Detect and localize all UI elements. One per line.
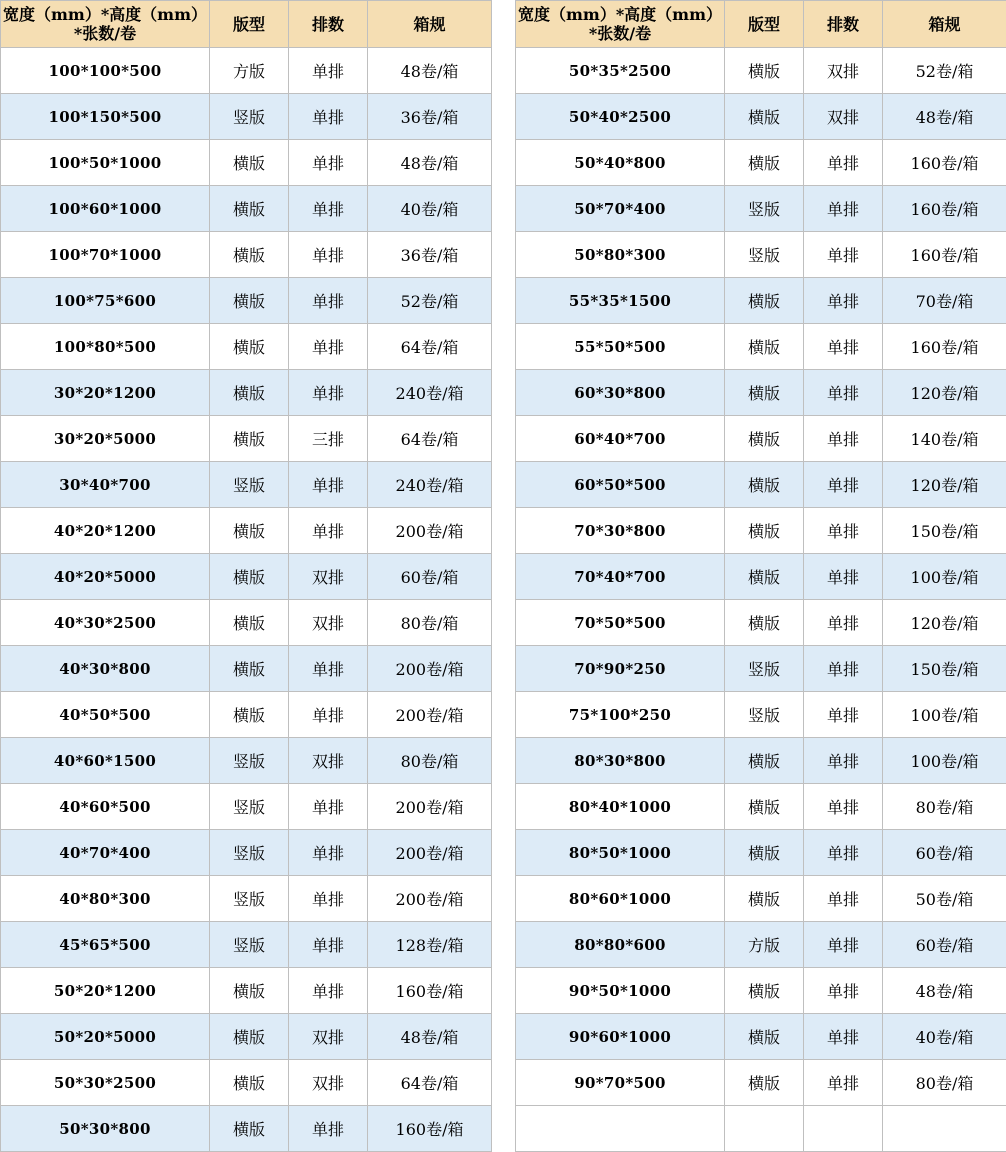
table-row — [1, 738, 492, 784]
empty-cell — [516, 1106, 725, 1152]
cell-type: 横版 — [210, 278, 289, 324]
cell-size: 50*20*5000 — [1, 1014, 210, 1060]
cell-rows: 单排 — [289, 48, 368, 94]
cell-box: 120卷/箱 — [883, 600, 1006, 646]
cell-type: 横版 — [725, 1014, 804, 1060]
cell-type: 竖版 — [210, 922, 289, 968]
table-row — [1, 784, 492, 830]
header-row — [516, 1, 1006, 48]
cell-size: 30*40*700 — [1, 462, 210, 508]
cell-rows: 单排 — [804, 876, 883, 922]
cell-size: 100*100*500 — [1, 48, 210, 94]
cell-type: 竖版 — [725, 232, 804, 278]
cell-box: 52卷/箱 — [883, 48, 1006, 94]
table-row — [516, 922, 1006, 968]
cell-box: 160卷/箱 — [883, 140, 1006, 186]
cell-type: 横版 — [210, 554, 289, 600]
cell-size: 75*100*250 — [516, 692, 725, 738]
empty-cell — [804, 1106, 883, 1152]
cell-type: 横版 — [725, 140, 804, 186]
cell-size: 45*65*500 — [1, 922, 210, 968]
cell-size: 40*60*1500 — [1, 738, 210, 784]
cell-box: 150卷/箱 — [883, 646, 1006, 692]
cell-type: 横版 — [725, 554, 804, 600]
cell-type: 横版 — [725, 94, 804, 140]
cell-box: 50卷/箱 — [883, 876, 1006, 922]
cell-box: 80卷/箱 — [368, 738, 492, 784]
cell-box: 200卷/箱 — [368, 508, 492, 554]
table-row — [516, 830, 1006, 876]
cell-size: 50*30*800 — [1, 1106, 210, 1152]
cell-rows: 双排 — [289, 738, 368, 784]
table-row — [1, 554, 492, 600]
header-rows: 排数 — [289, 1, 368, 48]
cell-box: 100卷/箱 — [883, 692, 1006, 738]
cell-type: 横版 — [210, 1014, 289, 1060]
table-row — [516, 94, 1006, 140]
table-row — [516, 646, 1006, 692]
cell-size: 40*80*300 — [1, 876, 210, 922]
spec-table-left — [0, 0, 492, 1152]
table-row — [1, 324, 492, 370]
cell-type: 横版 — [725, 600, 804, 646]
cell-rows: 单排 — [804, 830, 883, 876]
table-row — [1, 232, 492, 278]
table-row — [1, 1060, 492, 1106]
cell-box: 36卷/箱 — [368, 232, 492, 278]
cell-size: 90*50*1000 — [516, 968, 725, 1014]
table-row — [1, 876, 492, 922]
cell-rows: 单排 — [289, 646, 368, 692]
table-row — [1, 370, 492, 416]
cell-rows: 单排 — [289, 370, 368, 416]
cell-box: 100卷/箱 — [883, 554, 1006, 600]
cell-box: 64卷/箱 — [368, 1060, 492, 1106]
cell-box: 120卷/箱 — [883, 370, 1006, 416]
cell-box: 160卷/箱 — [883, 324, 1006, 370]
cell-type: 方版 — [210, 48, 289, 94]
header-type: 版型 — [725, 1, 804, 48]
table-row — [516, 462, 1006, 508]
cell-rows: 单排 — [804, 646, 883, 692]
cell-type: 竖版 — [210, 462, 289, 508]
cell-box: 160卷/箱 — [368, 1106, 492, 1152]
cell-size: 50*30*2500 — [1, 1060, 210, 1106]
cell-type: 横版 — [725, 324, 804, 370]
cell-rows: 双排 — [289, 1014, 368, 1060]
cell-type: 横版 — [210, 1106, 289, 1152]
header-type: 版型 — [210, 1, 289, 48]
cell-box: 48卷/箱 — [368, 140, 492, 186]
cell-type: 横版 — [725, 968, 804, 1014]
table-row — [516, 324, 1006, 370]
table-row — [1, 968, 492, 1014]
table-row — [1, 646, 492, 692]
cell-rows: 单排 — [289, 830, 368, 876]
cell-rows: 单排 — [804, 1060, 883, 1106]
table-row — [516, 876, 1006, 922]
cell-type: 横版 — [210, 692, 289, 738]
cell-type: 竖版 — [210, 876, 289, 922]
cell-box: 80卷/箱 — [883, 784, 1006, 830]
cell-rows: 双排 — [804, 48, 883, 94]
cell-rows: 单排 — [804, 370, 883, 416]
cell-rows: 单排 — [289, 94, 368, 140]
cell-box: 200卷/箱 — [368, 830, 492, 876]
cell-box: 240卷/箱 — [368, 462, 492, 508]
cell-rows: 单排 — [804, 508, 883, 554]
cell-size: 50*20*1200 — [1, 968, 210, 1014]
cell-box: 200卷/箱 — [368, 784, 492, 830]
cell-box: 48卷/箱 — [883, 94, 1006, 140]
cell-box: 36卷/箱 — [368, 94, 492, 140]
cell-type: 横版 — [725, 370, 804, 416]
spec-table-right — [515, 0, 1006, 1152]
header-size-line2: *张数/卷 — [516, 24, 724, 43]
cell-box: 48卷/箱 — [883, 968, 1006, 1014]
cell-rows: 单排 — [289, 922, 368, 968]
table-row — [516, 968, 1006, 1014]
cell-type: 横版 — [210, 1060, 289, 1106]
cell-size: 100*50*1000 — [1, 140, 210, 186]
cell-type: 横版 — [725, 784, 804, 830]
cell-size: 80*80*600 — [516, 922, 725, 968]
table-row — [516, 186, 1006, 232]
empty-row — [516, 1106, 1006, 1152]
cell-rows: 单排 — [289, 232, 368, 278]
cell-size: 60*50*500 — [516, 462, 725, 508]
cell-rows: 单排 — [804, 462, 883, 508]
cell-type: 横版 — [210, 416, 289, 462]
table-row — [1, 830, 492, 876]
cell-size: 40*50*500 — [1, 692, 210, 738]
cell-rows: 单排 — [804, 278, 883, 324]
cell-type: 横版 — [725, 1060, 804, 1106]
cell-type: 竖版 — [725, 692, 804, 738]
cell-size: 40*60*500 — [1, 784, 210, 830]
cell-size: 50*80*300 — [516, 232, 725, 278]
cell-type: 竖版 — [210, 830, 289, 876]
cell-size: 90*70*500 — [516, 1060, 725, 1106]
cell-box: 150卷/箱 — [883, 508, 1006, 554]
cell-rows: 单排 — [804, 692, 883, 738]
cell-type: 横版 — [725, 48, 804, 94]
cell-box: 60卷/箱 — [883, 830, 1006, 876]
table-row — [516, 554, 1006, 600]
cell-rows: 三排 — [289, 416, 368, 462]
cell-size: 50*70*400 — [516, 186, 725, 232]
header-size-line1: 宽度（mm）*高度（mm） — [516, 5, 724, 24]
cell-rows: 单排 — [804, 922, 883, 968]
table-row — [516, 692, 1006, 738]
table-row — [1, 186, 492, 232]
cell-rows: 单排 — [804, 324, 883, 370]
cell-size: 50*40*2500 — [516, 94, 725, 140]
cell-rows: 双排 — [289, 1060, 368, 1106]
table-row — [1, 94, 492, 140]
cell-rows: 单排 — [289, 278, 368, 324]
cell-size: 55*35*1500 — [516, 278, 725, 324]
cell-box: 64卷/箱 — [368, 324, 492, 370]
cell-box: 80卷/箱 — [883, 1060, 1006, 1106]
cell-size: 80*40*1000 — [516, 784, 725, 830]
cell-type: 横版 — [210, 968, 289, 1014]
cell-size: 60*30*800 — [516, 370, 725, 416]
cell-rows: 双排 — [289, 600, 368, 646]
table-row — [1, 416, 492, 462]
table-row — [516, 278, 1006, 324]
cell-rows: 单排 — [289, 968, 368, 1014]
cell-rows: 单排 — [804, 416, 883, 462]
table-row — [516, 1060, 1006, 1106]
cell-rows: 单排 — [804, 968, 883, 1014]
header-size-line2: *张数/卷 — [1, 24, 209, 43]
cell-box: 140卷/箱 — [883, 416, 1006, 462]
table-row — [1, 922, 492, 968]
cell-box: 128卷/箱 — [368, 922, 492, 968]
cell-size: 80*50*1000 — [516, 830, 725, 876]
cell-size: 40*30*800 — [1, 646, 210, 692]
cell-type: 横版 — [725, 738, 804, 784]
cell-box: 64卷/箱 — [368, 416, 492, 462]
cell-type: 方版 — [725, 922, 804, 968]
cell-type: 横版 — [725, 830, 804, 876]
table-row — [516, 508, 1006, 554]
cell-rows: 单排 — [289, 140, 368, 186]
cell-box: 40卷/箱 — [368, 186, 492, 232]
cell-size: 60*40*700 — [516, 416, 725, 462]
cell-box: 120卷/箱 — [883, 462, 1006, 508]
cell-rows: 单排 — [804, 140, 883, 186]
cell-size: 30*20*5000 — [1, 416, 210, 462]
cell-box: 200卷/箱 — [368, 646, 492, 692]
cell-rows: 单排 — [804, 186, 883, 232]
cell-rows: 单排 — [289, 186, 368, 232]
cell-size: 55*50*500 — [516, 324, 725, 370]
cell-box: 48卷/箱 — [368, 48, 492, 94]
cell-size: 100*70*1000 — [1, 232, 210, 278]
cell-size: 80*60*1000 — [516, 876, 725, 922]
cell-rows: 单排 — [289, 462, 368, 508]
cell-box: 60卷/箱 — [368, 554, 492, 600]
table-row — [516, 784, 1006, 830]
cell-type: 竖版 — [210, 94, 289, 140]
table-row — [516, 1014, 1006, 1060]
cell-box: 200卷/箱 — [368, 876, 492, 922]
cell-rows: 单排 — [804, 600, 883, 646]
cell-rows: 单排 — [804, 232, 883, 278]
cell-size: 100*80*500 — [1, 324, 210, 370]
cell-type: 横版 — [210, 232, 289, 278]
cell-box: 100卷/箱 — [883, 738, 1006, 784]
header-size-line1: 宽度（mm）*高度（mm） — [1, 5, 209, 24]
cell-box: 70卷/箱 — [883, 278, 1006, 324]
table-row — [516, 232, 1006, 278]
cell-rows: 单排 — [804, 1014, 883, 1060]
table-row — [1, 48, 492, 94]
header-box: 箱规 — [368, 1, 492, 48]
cell-box: 60卷/箱 — [883, 922, 1006, 968]
cell-box: 40卷/箱 — [883, 1014, 1006, 1060]
cell-type: 横版 — [210, 186, 289, 232]
table-row — [516, 370, 1006, 416]
cell-box: 160卷/箱 — [883, 232, 1006, 278]
cell-type: 横版 — [210, 140, 289, 186]
cell-size: 50*35*2500 — [516, 48, 725, 94]
cell-size: 100*60*1000 — [1, 186, 210, 232]
cell-size: 70*50*500 — [516, 600, 725, 646]
cell-box: 80卷/箱 — [368, 600, 492, 646]
cell-box: 48卷/箱 — [368, 1014, 492, 1060]
cell-box: 240卷/箱 — [368, 370, 492, 416]
cell-type: 横版 — [725, 462, 804, 508]
cell-size: 40*20*5000 — [1, 554, 210, 600]
table-row — [1, 140, 492, 186]
table-row — [516, 738, 1006, 784]
cell-type: 横版 — [210, 370, 289, 416]
cell-type: 横版 — [725, 508, 804, 554]
cell-box: 160卷/箱 — [883, 186, 1006, 232]
cell-box: 160卷/箱 — [368, 968, 492, 1014]
cell-type: 横版 — [210, 600, 289, 646]
cell-type: 竖版 — [725, 186, 804, 232]
column-gap — [491, 0, 515, 1151]
table-row — [1, 1106, 492, 1152]
empty-cell — [883, 1106, 1006, 1152]
cell-rows: 单排 — [804, 784, 883, 830]
cell-type: 横版 — [210, 324, 289, 370]
header-size — [516, 1, 725, 48]
cell-rows: 单排 — [289, 692, 368, 738]
header-row — [1, 1, 492, 48]
table-row — [1, 462, 492, 508]
table-row — [516, 600, 1006, 646]
cell-rows: 单排 — [804, 554, 883, 600]
cell-type: 横版 — [725, 416, 804, 462]
table-row — [1, 692, 492, 738]
table-row — [1, 600, 492, 646]
cell-type: 横版 — [725, 876, 804, 922]
cell-size: 40*70*400 — [1, 830, 210, 876]
cell-rows: 单排 — [804, 738, 883, 784]
cell-size: 40*20*1200 — [1, 508, 210, 554]
cell-size: 70*30*800 — [516, 508, 725, 554]
cell-size: 90*60*1000 — [516, 1014, 725, 1060]
header-box: 箱规 — [883, 1, 1006, 48]
table-row — [1, 278, 492, 324]
cell-rows: 单排 — [289, 1106, 368, 1152]
cell-rows: 单排 — [289, 508, 368, 554]
cell-size: 100*75*600 — [1, 278, 210, 324]
table-row — [1, 508, 492, 554]
cell-type: 竖版 — [725, 646, 804, 692]
cell-rows: 双排 — [289, 554, 368, 600]
cell-rows: 单排 — [289, 324, 368, 370]
cell-box: 52卷/箱 — [368, 278, 492, 324]
table-row — [516, 416, 1006, 462]
table-row — [516, 48, 1006, 94]
cell-size: 80*30*800 — [516, 738, 725, 784]
cell-type: 横版 — [725, 278, 804, 324]
cell-rows: 双排 — [804, 94, 883, 140]
cell-size: 70*90*250 — [516, 646, 725, 692]
cell-type: 横版 — [210, 646, 289, 692]
cell-type: 竖版 — [210, 738, 289, 784]
cell-size: 30*20*1200 — [1, 370, 210, 416]
header-rows: 排数 — [804, 1, 883, 48]
cell-size: 50*40*800 — [516, 140, 725, 186]
cell-box: 200卷/箱 — [368, 692, 492, 738]
cell-type: 竖版 — [210, 784, 289, 830]
cell-rows: 单排 — [289, 876, 368, 922]
cell-type: 横版 — [210, 508, 289, 554]
table-row — [1, 1014, 492, 1060]
empty-cell — [725, 1106, 804, 1152]
cell-size: 100*150*500 — [1, 94, 210, 140]
cell-size: 40*30*2500 — [1, 600, 210, 646]
cell-rows: 单排 — [289, 784, 368, 830]
cell-size: 70*40*700 — [516, 554, 725, 600]
header-size — [1, 1, 210, 48]
table-row — [516, 140, 1006, 186]
